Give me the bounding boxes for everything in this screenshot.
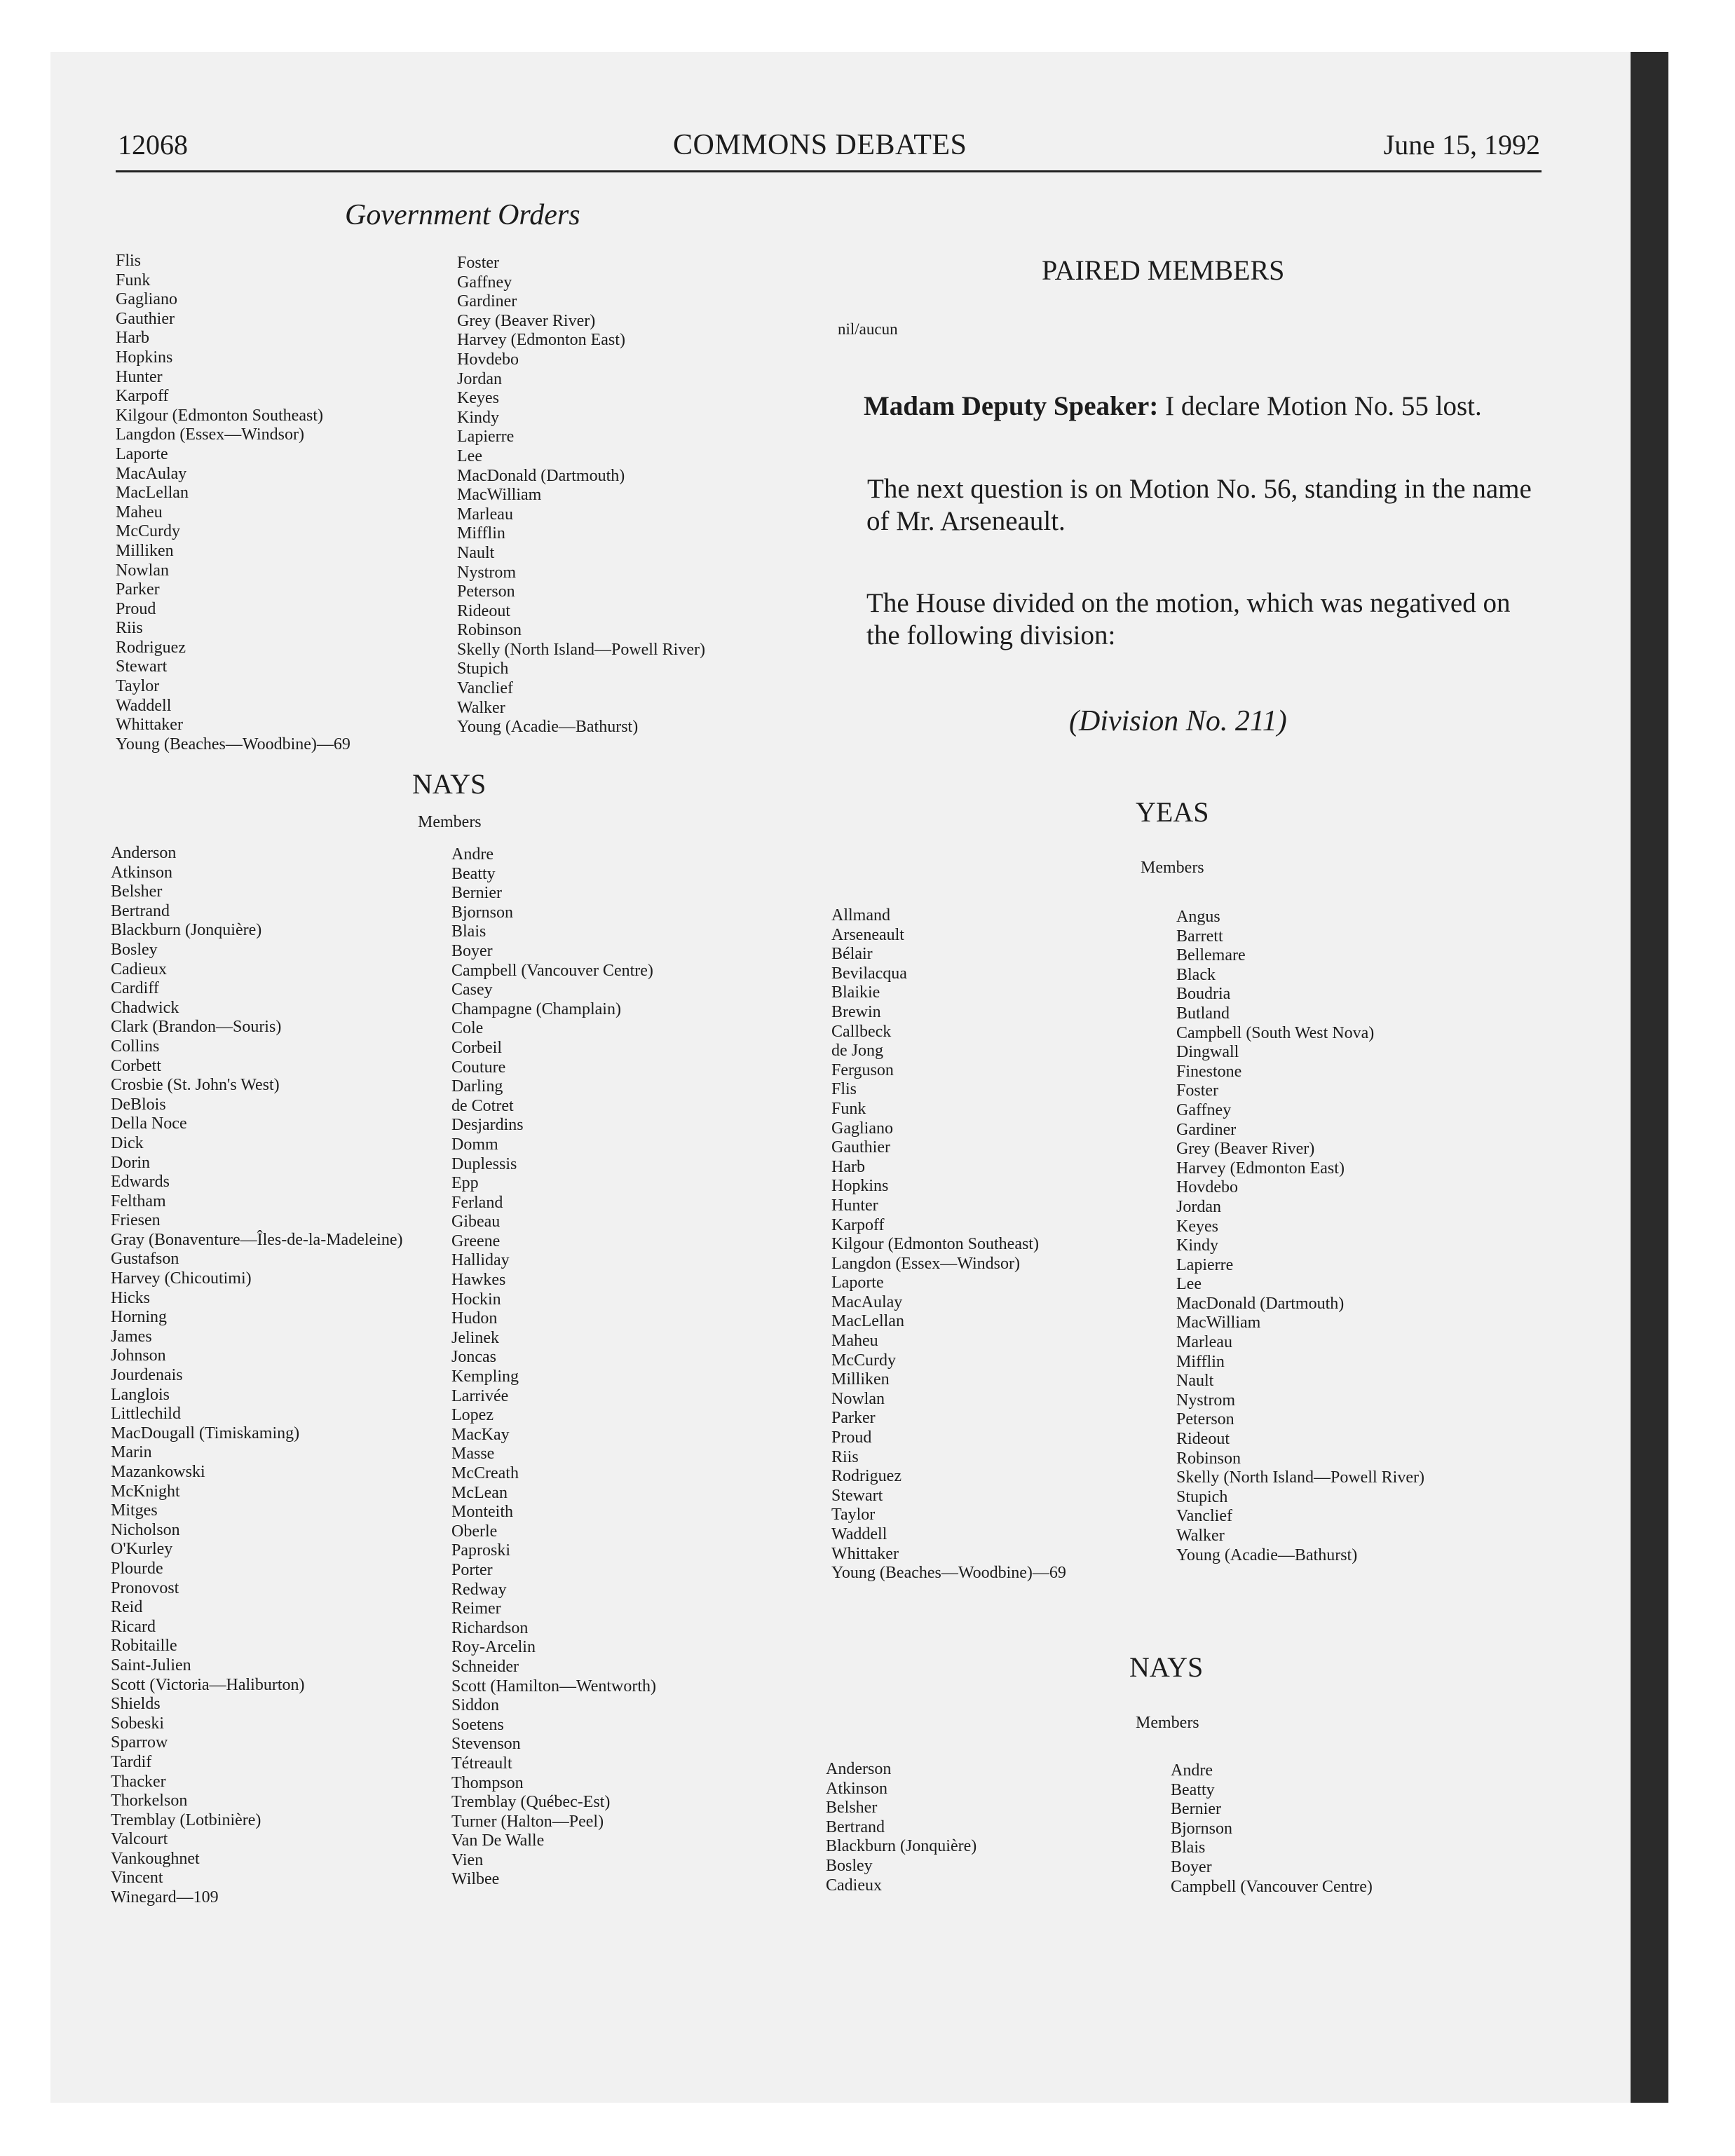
member-name: Rideout bbox=[457, 601, 510, 620]
member-name: Jordan bbox=[1176, 1197, 1221, 1216]
member-name: Littlechild bbox=[111, 1405, 181, 1424]
member-name: Black bbox=[1176, 965, 1216, 984]
member-name: Belsher bbox=[826, 1799, 878, 1817]
next-question-paragraph: The next question is on Motion No. 56, standing in the name of Mr. Arseneault. bbox=[866, 474, 1532, 536]
member-name: Cadieux bbox=[826, 1876, 882, 1895]
member-name: Tremblay (Lotbinière) bbox=[111, 1810, 261, 1829]
member-name: Boyer bbox=[1171, 1857, 1212, 1876]
member-name: Winegard—109 bbox=[111, 1888, 219, 1907]
member-name: Friesen bbox=[111, 1211, 161, 1230]
member-name: Funk bbox=[831, 1099, 866, 1118]
member-name: Bevilacqua bbox=[831, 964, 907, 983]
division-number: (Division No. 211) bbox=[1069, 705, 1287, 737]
member-name: Casey bbox=[451, 981, 493, 999]
member-name: Gauthier bbox=[831, 1138, 890, 1157]
member-name: Cole bbox=[451, 1019, 484, 1038]
member-name: Gaffney bbox=[457, 273, 512, 292]
member-name: Collins bbox=[111, 1037, 160, 1056]
speaker-statement bbox=[864, 390, 1544, 423]
member-name: Angus bbox=[1176, 908, 1220, 926]
member-name: Skelly (North Island—Powell River) bbox=[457, 640, 705, 659]
member-name: Tremblay (Québec-Est) bbox=[451, 1793, 611, 1812]
member-name: Bosley bbox=[111, 940, 158, 959]
yeas-members-label: Members bbox=[1141, 859, 1204, 877]
member-name: Langdon (Essex—Windsor) bbox=[831, 1254, 1020, 1273]
scan-edge-shadow bbox=[1631, 52, 1668, 2103]
member-name: Peterson bbox=[457, 582, 515, 601]
member-name: Della Noce bbox=[111, 1114, 187, 1133]
member-name: Gaffney bbox=[1176, 1100, 1232, 1119]
member-name: Lee bbox=[457, 446, 482, 465]
member-name: Laporte bbox=[831, 1274, 884, 1292]
member-name: Thacker bbox=[111, 1772, 166, 1791]
member-name: Langlois bbox=[111, 1385, 170, 1404]
member-name: Grey (Beaver River) bbox=[1176, 1140, 1315, 1159]
member-name: Bosley bbox=[826, 1856, 873, 1875]
member-name: Karpoff bbox=[116, 387, 169, 406]
member-name: Keyes bbox=[457, 389, 499, 408]
member-name: Anderson bbox=[826, 1760, 892, 1778]
member-name: Scott (Hamilton—Wentworth) bbox=[451, 1677, 657, 1696]
member-name: Stupich bbox=[1176, 1487, 1228, 1506]
member-name: Tétreault bbox=[451, 1754, 512, 1773]
member-name: Paproski bbox=[451, 1541, 510, 1560]
member-name: Bélair bbox=[831, 945, 873, 964]
member-name: Lapierre bbox=[457, 428, 515, 446]
member-name: Richardson bbox=[451, 1618, 529, 1637]
member-name: Thompson bbox=[451, 1773, 524, 1792]
member-name: Ferguson bbox=[831, 1060, 894, 1079]
member-name: Brewin bbox=[831, 1002, 881, 1021]
member-name: MacAulay bbox=[831, 1292, 903, 1311]
member-name: Campbell (Vancouver Centre) bbox=[451, 961, 653, 980]
member-name: Bertrand bbox=[826, 1817, 885, 1836]
member-name: MacWilliam bbox=[1176, 1314, 1261, 1332]
member-name: Gray (Bonaventure—Îles-de-la-Madeleine) bbox=[111, 1230, 403, 1249]
member-name: Desjardins bbox=[451, 1116, 524, 1135]
member-name: Cardiff bbox=[111, 979, 159, 998]
member-name: Whittaker bbox=[831, 1544, 899, 1563]
member-name: Barrett bbox=[1176, 927, 1223, 946]
member-name: Hunter bbox=[116, 367, 163, 386]
member-name: Jordan bbox=[457, 369, 502, 388]
nays-column-2-left bbox=[451, 845, 656, 1890]
member-name: Proud bbox=[116, 599, 156, 618]
member-name: Hudon bbox=[451, 1309, 498, 1328]
member-name: Scott (Victoria—Haliburton) bbox=[111, 1675, 305, 1694]
member-name: Flis bbox=[831, 1080, 857, 1099]
member-name: Beatty bbox=[451, 864, 496, 883]
member-name: Bernier bbox=[451, 884, 502, 903]
member-name: Thorkelson bbox=[111, 1792, 188, 1810]
member-name: Sobeski bbox=[111, 1714, 165, 1733]
member-name: Domm bbox=[451, 1135, 498, 1154]
member-name: Larrivée bbox=[451, 1386, 509, 1405]
member-name: Allmand bbox=[831, 906, 890, 925]
member-name: Young (Beaches—Woodbine)—69 bbox=[831, 1564, 1066, 1583]
member-name: Plourde bbox=[111, 1559, 163, 1578]
member-name: Blackburn (Jonquière) bbox=[111, 921, 262, 940]
member-name: Kilgour (Edmonton Southeast) bbox=[831, 1235, 1039, 1254]
member-name: Young (Acadie—Bathurst) bbox=[1176, 1546, 1358, 1564]
member-name: Belsher bbox=[111, 882, 163, 901]
member-name: Champagne (Champlain) bbox=[451, 999, 621, 1018]
member-name: Taylor bbox=[831, 1506, 876, 1524]
member-name: Chadwick bbox=[111, 998, 179, 1017]
member-name: Keyes bbox=[1176, 1217, 1218, 1236]
member-name: Foster bbox=[1176, 1082, 1218, 1100]
member-name: Bernier bbox=[1171, 1800, 1221, 1819]
member-name: Dorin bbox=[111, 1153, 150, 1172]
member-name: Waddell bbox=[116, 696, 172, 715]
member-name: Feltham bbox=[111, 1192, 166, 1210]
member-name: Halliday bbox=[451, 1251, 510, 1270]
member-name: Johnson bbox=[111, 1346, 166, 1365]
member-name: Mazankowski bbox=[111, 1463, 205, 1481]
member-name: Kindy bbox=[457, 408, 499, 427]
member-name: Van De Walle bbox=[451, 1831, 545, 1850]
member-name: Hopkins bbox=[116, 348, 173, 367]
member-name: Boyer bbox=[451, 941, 493, 960]
yeas-column-2 bbox=[1176, 908, 1424, 1565]
member-name: James bbox=[111, 1327, 152, 1346]
member-name: Campbell (Vancouver Centre) bbox=[1171, 1877, 1373, 1896]
member-name: McCurdy bbox=[116, 522, 180, 541]
member-name: Cadieux bbox=[111, 960, 167, 978]
member-name: Finestone bbox=[1176, 1062, 1242, 1081]
member-name: Greene bbox=[451, 1231, 501, 1250]
member-name: Maheu bbox=[116, 503, 163, 521]
member-name: Harvey (Chicoutimi) bbox=[111, 1269, 252, 1288]
prev-yeas-column-2 bbox=[457, 254, 705, 737]
member-name: Andre bbox=[1171, 1761, 1213, 1780]
nays-column-2-right bbox=[1171, 1761, 1373, 1897]
member-name: Milliken bbox=[831, 1370, 890, 1389]
member-name: MacLellan bbox=[831, 1312, 904, 1331]
member-name: Nicholson bbox=[111, 1520, 180, 1539]
member-name: de Cotret bbox=[451, 1096, 514, 1115]
member-name: Gagliano bbox=[116, 290, 177, 309]
member-name: Hawkes bbox=[451, 1271, 506, 1290]
member-name: Hicks bbox=[111, 1288, 150, 1307]
member-name: Stewart bbox=[831, 1486, 883, 1505]
member-name: Gustafson bbox=[111, 1250, 179, 1269]
publication-title: COMMONS DEBATES bbox=[673, 129, 967, 161]
member-name: Epp bbox=[451, 1174, 479, 1193]
member-name: Crosbie (St. John's West) bbox=[111, 1076, 280, 1095]
nays-heading-right: NAYS bbox=[1129, 1651, 1204, 1683]
member-name: McKnight bbox=[111, 1482, 180, 1501]
member-name: Nault bbox=[457, 543, 495, 562]
member-name: Skelly (North Island—Powell River) bbox=[1176, 1468, 1424, 1487]
member-name: Soetens bbox=[451, 1715, 504, 1734]
member-name: Blackburn (Jonquière) bbox=[826, 1837, 977, 1856]
member-name: Gagliano bbox=[831, 1119, 893, 1138]
member-name: Joncas bbox=[451, 1348, 496, 1367]
member-name: Corbett bbox=[111, 1056, 161, 1075]
member-name: Atkinson bbox=[111, 863, 173, 882]
member-name: Stewart bbox=[116, 657, 168, 676]
member-name: Young (Acadie—Bathurst) bbox=[457, 718, 639, 737]
member-name: de Jong bbox=[831, 1042, 883, 1060]
member-name: Young (Beaches—Woodbine)—69 bbox=[116, 735, 351, 753]
member-name: Hovdebo bbox=[457, 350, 519, 369]
publication-date: June 15, 1992 bbox=[1383, 129, 1540, 161]
member-name: Rideout bbox=[1176, 1430, 1230, 1449]
member-name: Gauthier bbox=[116, 309, 175, 328]
member-name: Duplessis bbox=[451, 1154, 517, 1173]
member-name: Beatty bbox=[1171, 1780, 1215, 1799]
member-name: Bellemare bbox=[1176, 946, 1246, 965]
member-name: Nystrom bbox=[457, 563, 516, 582]
member-name: Laporte bbox=[116, 444, 168, 463]
member-name: Taylor bbox=[116, 677, 160, 696]
member-name: Reimer bbox=[451, 1599, 501, 1618]
member-name: Bjornson bbox=[451, 903, 514, 922]
member-name: Dick bbox=[111, 1133, 144, 1152]
member-name: Stupich bbox=[457, 660, 509, 678]
member-name: Gibeau bbox=[451, 1213, 501, 1231]
member-name: Vincent bbox=[111, 1869, 163, 1888]
member-name: Blais bbox=[451, 922, 487, 941]
member-name: Siddon bbox=[451, 1696, 500, 1715]
yeas-heading: YEAS bbox=[1136, 796, 1209, 828]
member-name: Harvey (Edmonton East) bbox=[457, 331, 625, 350]
member-name: Pronovost bbox=[111, 1578, 179, 1597]
page-number: 12068 bbox=[118, 129, 188, 161]
member-name: Maheu bbox=[831, 1332, 878, 1351]
member-name: Valcourt bbox=[111, 1830, 168, 1849]
member-name: MacKay bbox=[451, 1425, 510, 1444]
member-name: Proud bbox=[831, 1428, 872, 1447]
nays-members-label-left: Members bbox=[418, 813, 482, 831]
member-name: Ricard bbox=[111, 1617, 156, 1636]
member-name: Schneider bbox=[451, 1657, 519, 1676]
member-name: Bjornson bbox=[1171, 1819, 1233, 1838]
nays-members-label-right: Members bbox=[1136, 1714, 1199, 1732]
member-name: Hunter bbox=[831, 1196, 878, 1215]
member-name: Vanclief bbox=[457, 679, 513, 698]
member-name: Parker bbox=[116, 580, 160, 599]
member-name: Mifflin bbox=[1176, 1352, 1225, 1371]
member-name: Lee bbox=[1176, 1275, 1202, 1294]
member-name: Harb bbox=[116, 329, 149, 348]
member-name: Gardiner bbox=[457, 292, 517, 311]
member-name: Sparrow bbox=[111, 1733, 168, 1752]
member-name: Edwards bbox=[111, 1173, 170, 1192]
member-name: Wilbee bbox=[451, 1870, 500, 1889]
member-name: Jelinek bbox=[451, 1328, 499, 1347]
member-name: MacDonald (Dartmouth) bbox=[457, 466, 625, 485]
member-name: Porter bbox=[451, 1560, 493, 1579]
nays-column-1-left bbox=[111, 844, 402, 1908]
member-name: Riis bbox=[116, 619, 143, 638]
nays-heading-left: NAYS bbox=[412, 768, 487, 800]
member-name: Walker bbox=[457, 698, 505, 717]
member-name: Campbell (South West Nova) bbox=[1176, 1023, 1375, 1042]
member-name: Atkinson bbox=[826, 1779, 888, 1798]
member-name: MacDougall (Timiskaming) bbox=[111, 1424, 300, 1442]
member-name: Callbeck bbox=[831, 1022, 892, 1041]
member-name: Foster bbox=[457, 254, 499, 272]
member-name: Riis bbox=[831, 1447, 859, 1466]
member-name: Mitges bbox=[111, 1501, 158, 1520]
member-name: Gardiner bbox=[1176, 1120, 1237, 1139]
member-name: Redway bbox=[451, 1580, 507, 1599]
prev-yeas-column-1 bbox=[116, 252, 351, 754]
member-name: DeBlois bbox=[111, 1095, 166, 1114]
member-name: Tardif bbox=[111, 1752, 152, 1771]
member-name: Parker bbox=[831, 1409, 876, 1428]
member-name: MacLellan bbox=[116, 484, 189, 503]
member-name: Whittaker bbox=[116, 716, 183, 735]
speaker-label: Madam Deputy Speaker: bbox=[864, 391, 1159, 421]
member-name: Peterson bbox=[1176, 1410, 1234, 1429]
member-name: O'Kurley bbox=[111, 1540, 173, 1559]
member-name: Reid bbox=[111, 1598, 143, 1617]
member-name: Blaikie bbox=[831, 983, 880, 1002]
section-title: Government Orders bbox=[345, 199, 580, 231]
member-name: Hovdebo bbox=[1176, 1178, 1238, 1197]
member-name: Milliken bbox=[116, 541, 174, 560]
member-name: Langdon (Essex—Windsor) bbox=[116, 425, 304, 444]
header-rule bbox=[116, 170, 1542, 172]
yeas-column-1 bbox=[831, 906, 1066, 1583]
member-name: Shields bbox=[111, 1695, 161, 1714]
member-name: Darling bbox=[451, 1077, 503, 1096]
member-name: Arseneault bbox=[831, 925, 904, 944]
member-name: Harb bbox=[831, 1157, 865, 1176]
member-name: Turner (Halton—Peel) bbox=[451, 1812, 604, 1831]
member-name: Funk bbox=[116, 271, 151, 289]
member-name: Stevenson bbox=[451, 1735, 521, 1754]
member-name: MacDonald (Dartmouth) bbox=[1176, 1294, 1345, 1313]
member-name: Grey (Beaver River) bbox=[457, 311, 596, 330]
member-name: Kempling bbox=[451, 1367, 519, 1386]
member-name: Waddell bbox=[831, 1525, 887, 1543]
paired-members-heading: PAIRED MEMBERS bbox=[1042, 254, 1285, 286]
member-name: Marleau bbox=[457, 505, 513, 524]
member-name: Jourdenais bbox=[111, 1366, 183, 1385]
member-name: Ferland bbox=[451, 1193, 503, 1212]
member-name: Monteith bbox=[451, 1503, 513, 1522]
member-name: Horning bbox=[111, 1308, 167, 1327]
member-name: Marleau bbox=[1176, 1333, 1232, 1352]
member-name: Boudria bbox=[1176, 985, 1231, 1004]
member-name: Roy-Arcelin bbox=[451, 1638, 536, 1657]
member-name: Anderson bbox=[111, 844, 177, 862]
member-name: Mifflin bbox=[457, 524, 505, 543]
member-name: Andre bbox=[451, 845, 494, 864]
member-name: Masse bbox=[451, 1445, 495, 1464]
member-name: MacWilliam bbox=[457, 486, 542, 505]
member-name: Dingwall bbox=[1176, 1043, 1239, 1062]
member-name: Blais bbox=[1171, 1838, 1206, 1857]
member-name: Saint-Julien bbox=[111, 1656, 191, 1674]
member-name: Robinson bbox=[457, 621, 522, 640]
member-name: Walker bbox=[1176, 1527, 1225, 1545]
member-name: Robitaille bbox=[111, 1637, 177, 1656]
member-name: Couture bbox=[451, 1058, 506, 1077]
house-divided-paragraph: The House divided on the motion, which was negatived on the following division: bbox=[866, 588, 1511, 650]
member-name: Rodriguez bbox=[116, 638, 186, 657]
member-name: Nowlan bbox=[116, 561, 169, 580]
member-name: Lopez bbox=[451, 1406, 494, 1425]
member-name: Rodriguez bbox=[831, 1467, 901, 1486]
member-name: Marin bbox=[111, 1443, 152, 1462]
speaker-text: I declare Motion No. 55 lost. bbox=[1158, 391, 1482, 421]
member-name: Vanclief bbox=[1176, 1507, 1232, 1526]
member-name: McLean bbox=[451, 1483, 508, 1502]
member-name: Clark (Brandon—Souris) bbox=[111, 1018, 282, 1037]
member-name: Nault bbox=[1176, 1372, 1214, 1391]
paired-members-text: nil/aucun bbox=[838, 320, 898, 338]
member-name: Lapierre bbox=[1176, 1255, 1234, 1274]
member-name: Robinson bbox=[1176, 1449, 1241, 1468]
member-name: Vien bbox=[451, 1850, 484, 1869]
member-name: McCreath bbox=[451, 1464, 519, 1482]
member-name: Flis bbox=[116, 252, 142, 270]
member-name: Hockin bbox=[451, 1290, 501, 1309]
member-name: Nystrom bbox=[1176, 1391, 1235, 1410]
member-name: Corbeil bbox=[451, 1038, 502, 1057]
member-name: Kilgour (Edmonton Southeast) bbox=[116, 406, 323, 425]
member-name: Nowlan bbox=[831, 1389, 885, 1408]
member-name: Bertrand bbox=[111, 901, 170, 920]
member-name: Harvey (Edmonton East) bbox=[1176, 1159, 1345, 1178]
member-name: Oberle bbox=[451, 1522, 498, 1541]
member-name: Butland bbox=[1176, 1004, 1230, 1023]
member-name: Hopkins bbox=[831, 1177, 889, 1196]
member-name: Kindy bbox=[1176, 1236, 1218, 1255]
member-name: Karpoff bbox=[831, 1215, 885, 1234]
member-name: MacAulay bbox=[116, 464, 187, 483]
nays-column-1-right bbox=[826, 1760, 977, 1895]
member-name: Vankoughnet bbox=[111, 1849, 200, 1868]
member-name: McCurdy bbox=[831, 1351, 896, 1370]
